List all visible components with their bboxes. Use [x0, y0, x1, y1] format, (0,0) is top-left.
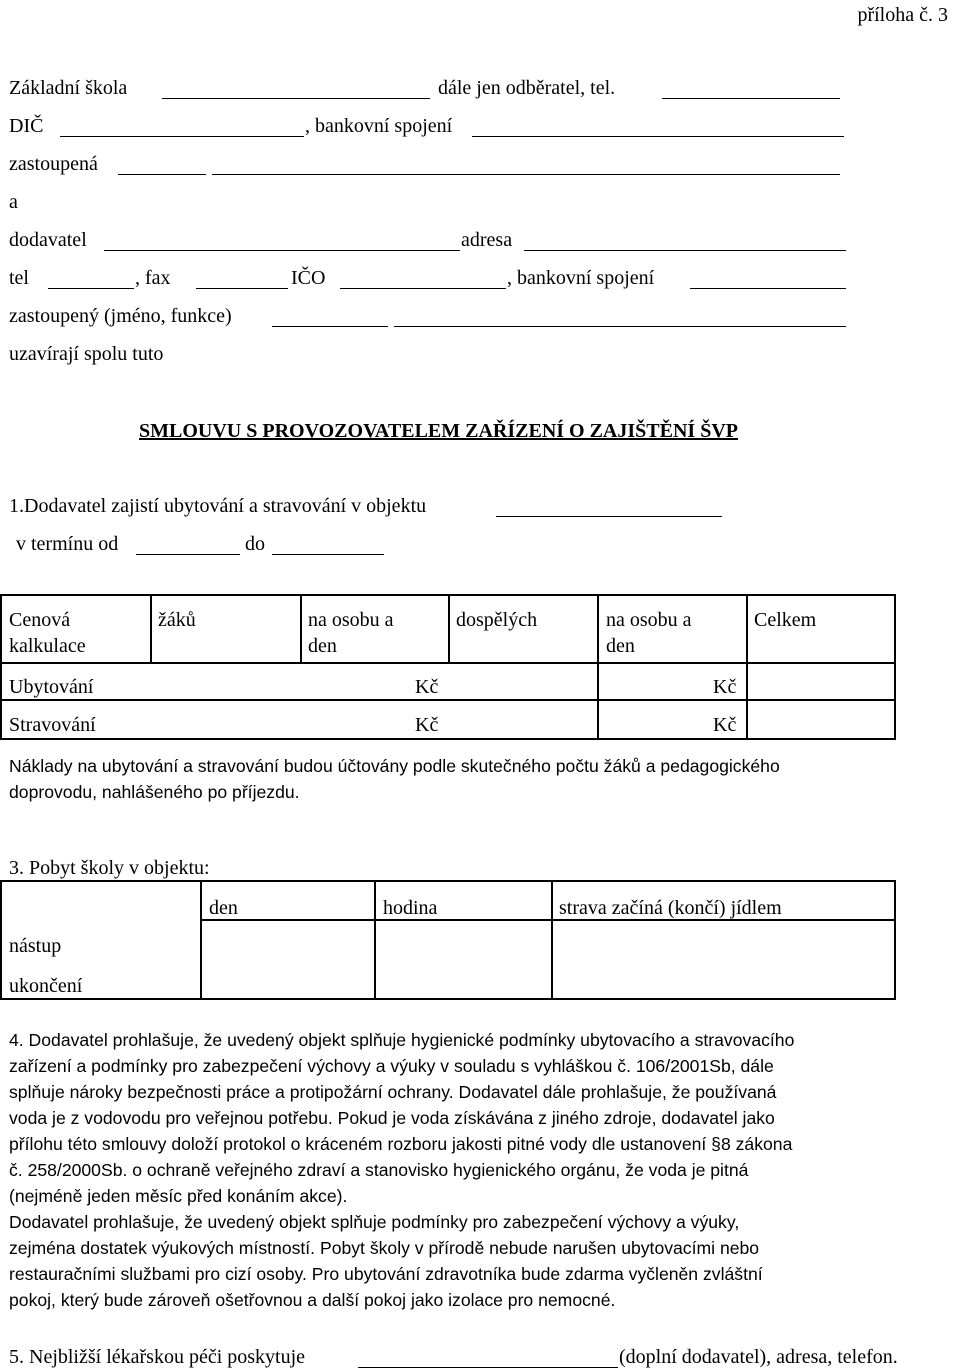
price-header-total: Celkem	[754, 609, 817, 631]
ico-label: IČO	[291, 267, 326, 289]
represented-label: zastoupená	[9, 153, 98, 175]
term-from-label: v termínu od	[16, 533, 119, 555]
customer-ref-label: dále jen odběratel, tel.	[438, 77, 616, 99]
stay-header-hour: hodina	[383, 897, 438, 919]
row-accommodation-label: Ubytování	[9, 676, 94, 698]
stay-row-departure: ukončení	[9, 975, 83, 997]
stay-header-day: den	[209, 897, 238, 919]
dic-label: DIČ	[9, 115, 44, 137]
tel-blank[interactable]	[48, 288, 134, 289]
and-label: a	[9, 191, 18, 213]
supplier-blank[interactable]	[104, 250, 460, 251]
address-label: adresa	[461, 229, 513, 251]
section4-line-9: zejména dostatek výukových místností. Pobyt školy v přírodě nebude narušen ubytovacími nebo	[9, 1238, 760, 1258]
object-blank[interactable]	[496, 516, 722, 517]
price-header-per-person-2b: den	[606, 635, 635, 657]
row-accommodation-currency-2: Kč	[713, 676, 737, 698]
section4-line-6: č. 258/2000Sb. o ochraně veřejného zdraví a stanovisko hygienického orgánu, že voda je pitná	[9, 1160, 749, 1180]
row-boarding-currency-1: Kč	[415, 714, 439, 736]
price-header-pupils: žáků	[158, 609, 196, 631]
section4-line-11: pokoj, který bude zároveň ošetřovnou a další pokoj jako izolace pro nemocné.	[9, 1290, 616, 1310]
section5-text: 5. Nejbližší lékařskou péči poskytuje	[9, 1346, 306, 1368]
costs-note-line1: Náklady na ubytování a stravování budou účtovány podle skutečného počtu žáků a pedagogického	[9, 756, 780, 776]
conclude-label: uzavírají spolu tuto	[9, 343, 164, 365]
price-header-calc-1: Cenová	[9, 609, 71, 631]
term-to-blank[interactable]	[272, 554, 384, 555]
supplier-bank-blank[interactable]	[690, 288, 846, 289]
ico-blank[interactable]	[340, 288, 506, 289]
represented-by-blank-1[interactable]	[272, 326, 388, 327]
section5-suffix: (doplní dodavatel), adresa, telefon.	[619, 1346, 898, 1368]
row-boarding-label: Stravování	[9, 714, 96, 736]
price-header-calc-2: kalkulace	[9, 635, 86, 657]
price-header-per-person-1a: na osobu a	[308, 609, 394, 631]
address-blank[interactable]	[524, 250, 846, 251]
section4-line-10: restauračními službami pro cizí osoby. Pro ubytování zdravotníka bude zdarma vyčleněn zvláštní	[9, 1264, 763, 1284]
contract-title: SMLOUVU S PROVOZOVATELEM ZAŘÍZENÍ O ZAJIŠTĚNÍ ŠVP	[139, 420, 738, 442]
represented-by-blank-2[interactable]	[394, 326, 846, 327]
bank-label: , bankovní spojení	[305, 115, 453, 137]
section4-line-3: splňuje nároky bezpečnosti práce a protipožární ochrany. Dodavatel dále prohlašuje, že používaná	[9, 1082, 777, 1102]
attachment-label: příloha č. 3	[857, 4, 948, 26]
stay-row-arrival: nástup	[9, 935, 62, 957]
section4-line-5: přílohu této smlouvy doloží protokol o kráceném rozboru jakosti pitné vody dle ustanovení §8 zákona	[9, 1134, 793, 1154]
bank-blank[interactable]	[472, 136, 844, 137]
term-from-blank[interactable]	[136, 554, 240, 555]
section4-line-8: Dodavatel prohlašuje, že uvedený objekt splňuje podmínky pro zabezpečení výchovy a výuky,	[9, 1212, 740, 1232]
school-blank[interactable]	[162, 98, 430, 99]
section4-line-2: zařízení a podmínky pro zabezpečení výchovy a výuky v souladu s vyhláškou č. 106/2001Sb, dále	[9, 1056, 774, 1076]
represented-blank-1[interactable]	[118, 174, 206, 175]
costs-note-line2: doprovodu, nahlášeného po příjezdu.	[9, 782, 300, 802]
row-accommodation-currency-1: Kč	[415, 676, 439, 698]
fax-blank[interactable]	[196, 288, 288, 289]
fax-label: , fax	[135, 267, 171, 289]
section4-line-1: 4. Dodavatel prohlašuje, že uvedený objekt splňuje hygienické podmínky ubytovacího a stravovacího	[9, 1030, 795, 1050]
section4-line-4: voda je z vodovodu pro veřejnou potřebu. Pokud je voda získávána z jiného zdroje, dodavatel jako	[9, 1108, 775, 1128]
tel-label: tel	[9, 267, 29, 289]
customer-tel-blank[interactable]	[662, 98, 840, 99]
dic-blank[interactable]	[60, 136, 304, 137]
represented-by-label: zastoupený (jméno, funkce)	[9, 305, 232, 327]
medical-care-blank[interactable]	[358, 1367, 618, 1368]
represented-blank-2[interactable]	[212, 174, 840, 175]
price-header-adults: dospělých	[456, 609, 538, 631]
section4-line-7: (nejméně jeden měsíc před konáním akce).	[9, 1186, 348, 1206]
price-header-per-person-2a: na osobu a	[606, 609, 692, 631]
section3-title: 3. Pobyt školy v objektu:	[9, 857, 210, 879]
supplier-label: dodavatel	[9, 229, 87, 251]
supplier-bank-label: , bankovní spojení	[507, 267, 655, 289]
school-label: Základní škola	[9, 77, 128, 99]
price-header-per-person-1b: den	[308, 635, 337, 657]
row-boarding-currency-2: Kč	[713, 714, 737, 736]
section1-text: 1.Dodavatel zajistí ubytování a stravování v objektu	[9, 495, 427, 517]
stay-header-meal: strava začíná (končí) jídlem	[559, 897, 782, 919]
term-to-label: do	[245, 533, 265, 555]
